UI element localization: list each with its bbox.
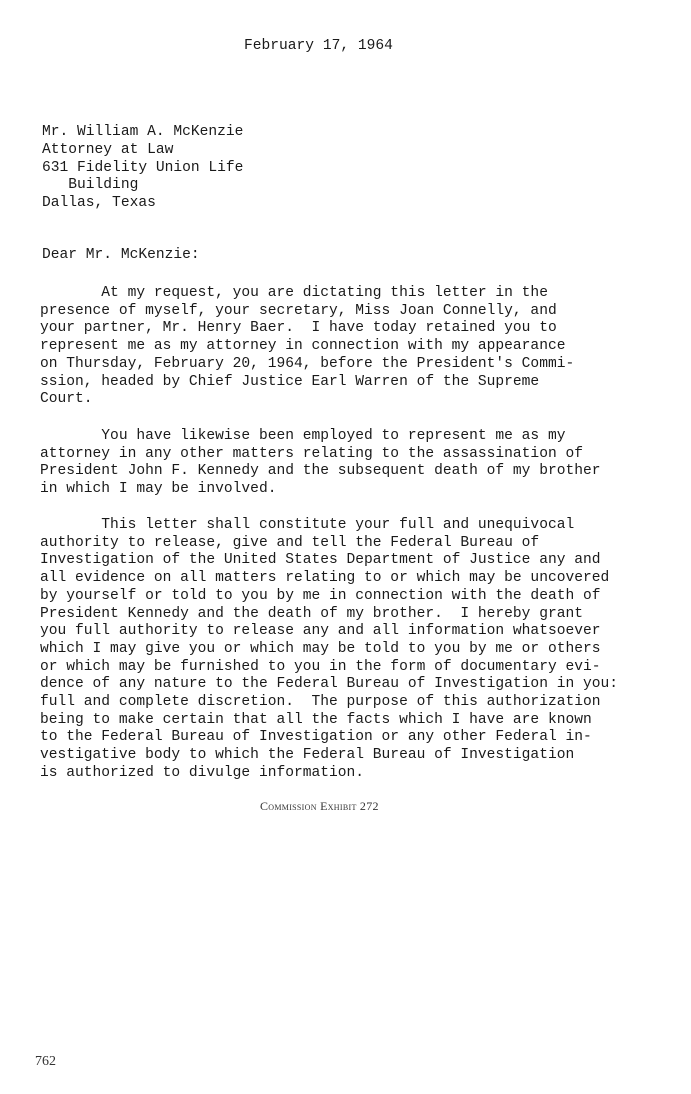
paragraph-line: You have likewise been employed to represent me as my: [40, 428, 566, 444]
paragraph-line: At my request, you are dictating this letter in the: [40, 285, 548, 301]
paragraph-line: ssion, headed by Chief Justice Earl Warren of the Supreme: [40, 373, 540, 390]
paragraph-line: President John F. Kennedy and the subsequent death of my brother: [40, 463, 601, 480]
recipient-name: Mr. William A. McKenzie: [42, 124, 244, 140]
paragraph-line: in which I may be involved.: [40, 481, 277, 498]
page-number: 762: [35, 1054, 56, 1069]
paragraph-line: you full authority to release any and all information whatsoever: [40, 623, 601, 640]
recipient-address-line-1: 631 Fidelity Union Life: [42, 160, 244, 176]
paragraph-line: authority to release, give and tell the Federal Bureau of: [40, 534, 540, 551]
recipient-city: Dallas, Texas: [42, 195, 156, 211]
paragraph-line: presence of myself, your secretary, Miss Joan Connelly, and: [40, 302, 557, 319]
paragraph-line: by yourself or told to you by me in connection with the death of: [40, 587, 601, 604]
paragraph-authorization: [40, 517, 660, 783]
paragraph-line: Investigation of the United States Department of Justice any and: [40, 552, 601, 569]
letter-date: February 17, 1964: [244, 38, 393, 54]
paragraph-line: or which may be furnished to you in the form of documentary evi-: [40, 658, 601, 675]
paragraph-line: This letter shall constitute your full and unequivocal: [40, 517, 575, 533]
salutation: Dear Mr. McKenzie:: [42, 247, 200, 263]
paragraph-line: on Thursday, February 20, 1964, before the President's Commi-: [40, 355, 575, 372]
recipient-address-line-2: Building: [42, 177, 139, 193]
paragraph-line: your partner, Mr. Henry Baer. I have today retained you to: [40, 320, 557, 337]
recipient-title: Attorney at Law: [42, 142, 174, 158]
paragraph-line: Court.: [40, 391, 93, 408]
paragraph-line: all evidence on all matters relating to or which may be uncovered: [40, 570, 610, 587]
paragraph-line: vestigative body to which the Federal Bureau of Investigation: [40, 747, 575, 764]
paragraph-line: is authorized to divulge information.: [40, 764, 365, 781]
paragraph-line: which I may give you or which may be told to you by me or others: [40, 640, 601, 657]
paragraph-line: attorney in any other matters relating to the assassination of: [40, 445, 583, 462]
paragraph-line: dence of any nature to the Federal Bureau of Investigation in you:: [40, 676, 619, 693]
paragraph-retention: [40, 285, 660, 409]
paragraph-line: being to make certain that all the facts which I have are known: [40, 711, 592, 728]
paragraph-line: President Kennedy and the death of my brother. I hereby grant: [40, 605, 583, 622]
paragraph-line: to the Federal Bureau of Investigation or any other Federal in-: [40, 729, 592, 746]
paragraph-line: represent me as my attorney in connection with my appearance: [40, 338, 566, 355]
paragraph-employment: [40, 428, 660, 499]
paragraph-line: full and complete discretion. The purpose of this authorization: [40, 694, 601, 711]
exhibit-label: [260, 799, 379, 814]
exhibit-label-text: Commission Exhibit 272: [260, 799, 379, 813]
